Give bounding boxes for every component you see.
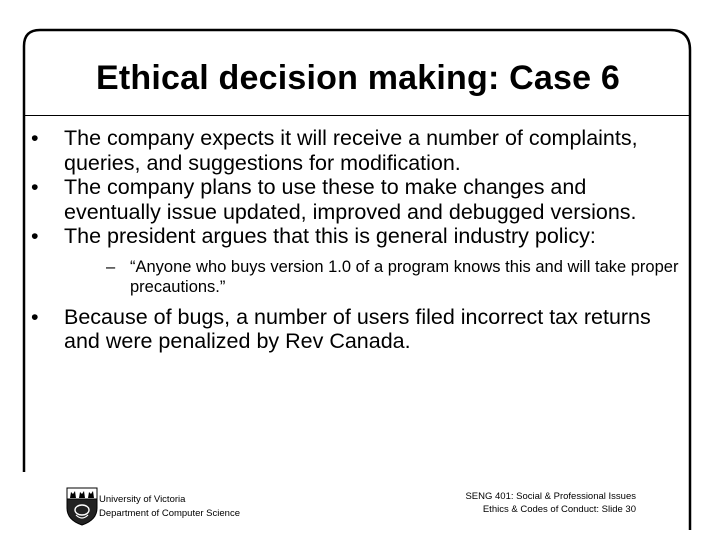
bullet-marker: • <box>31 175 39 199</box>
slide-title: Ethical decision making: Case 6 <box>96 59 620 97</box>
sub-bullet-marker: – <box>106 257 116 276</box>
title-divider <box>24 115 691 116</box>
bullet-list <box>30 126 680 354</box>
sub-bullet-item <box>64 257 680 297</box>
slide-content <box>30 126 680 354</box>
bullet-text: The president argues that this is general industry policy: <box>64 224 596 248</box>
bullet-marker: • <box>31 304 39 329</box>
university-crest-icon <box>66 486 98 526</box>
bullet-text: The company expects it will receive a number of complaints, queries, and suggestions for modification. <box>64 126 638 175</box>
bullet-item <box>30 305 680 354</box>
institution-name: University of Victoria <box>99 494 186 505</box>
bullet-text: The company plans to use these to make changes and eventually issue updated, improved and debugged versions. <box>64 175 637 224</box>
footer-institution <box>99 493 240 521</box>
sub-bullet-list <box>64 257 680 297</box>
slide-number: Ethics & Codes of Conduct: Slide 30 <box>482 504 636 515</box>
bullet-item <box>30 224 680 297</box>
department-name: Department of Computer Science <box>99 508 240 519</box>
bullet-text: Because of bugs, a number of users filed incorrect tax returns and were penalized by Rev Canada. <box>64 304 651 353</box>
course-name: SENG 401: Social & Professional Issues <box>465 491 636 502</box>
sub-bullet-text: “Anyone who buys version 1.0 of a program knows this and will take proper precautions.” <box>130 257 679 296</box>
footer-course <box>465 490 636 516</box>
bullet-marker: • <box>31 126 39 150</box>
bullet-item <box>30 126 680 175</box>
bullet-marker: • <box>31 224 39 248</box>
bullet-item <box>30 175 680 224</box>
